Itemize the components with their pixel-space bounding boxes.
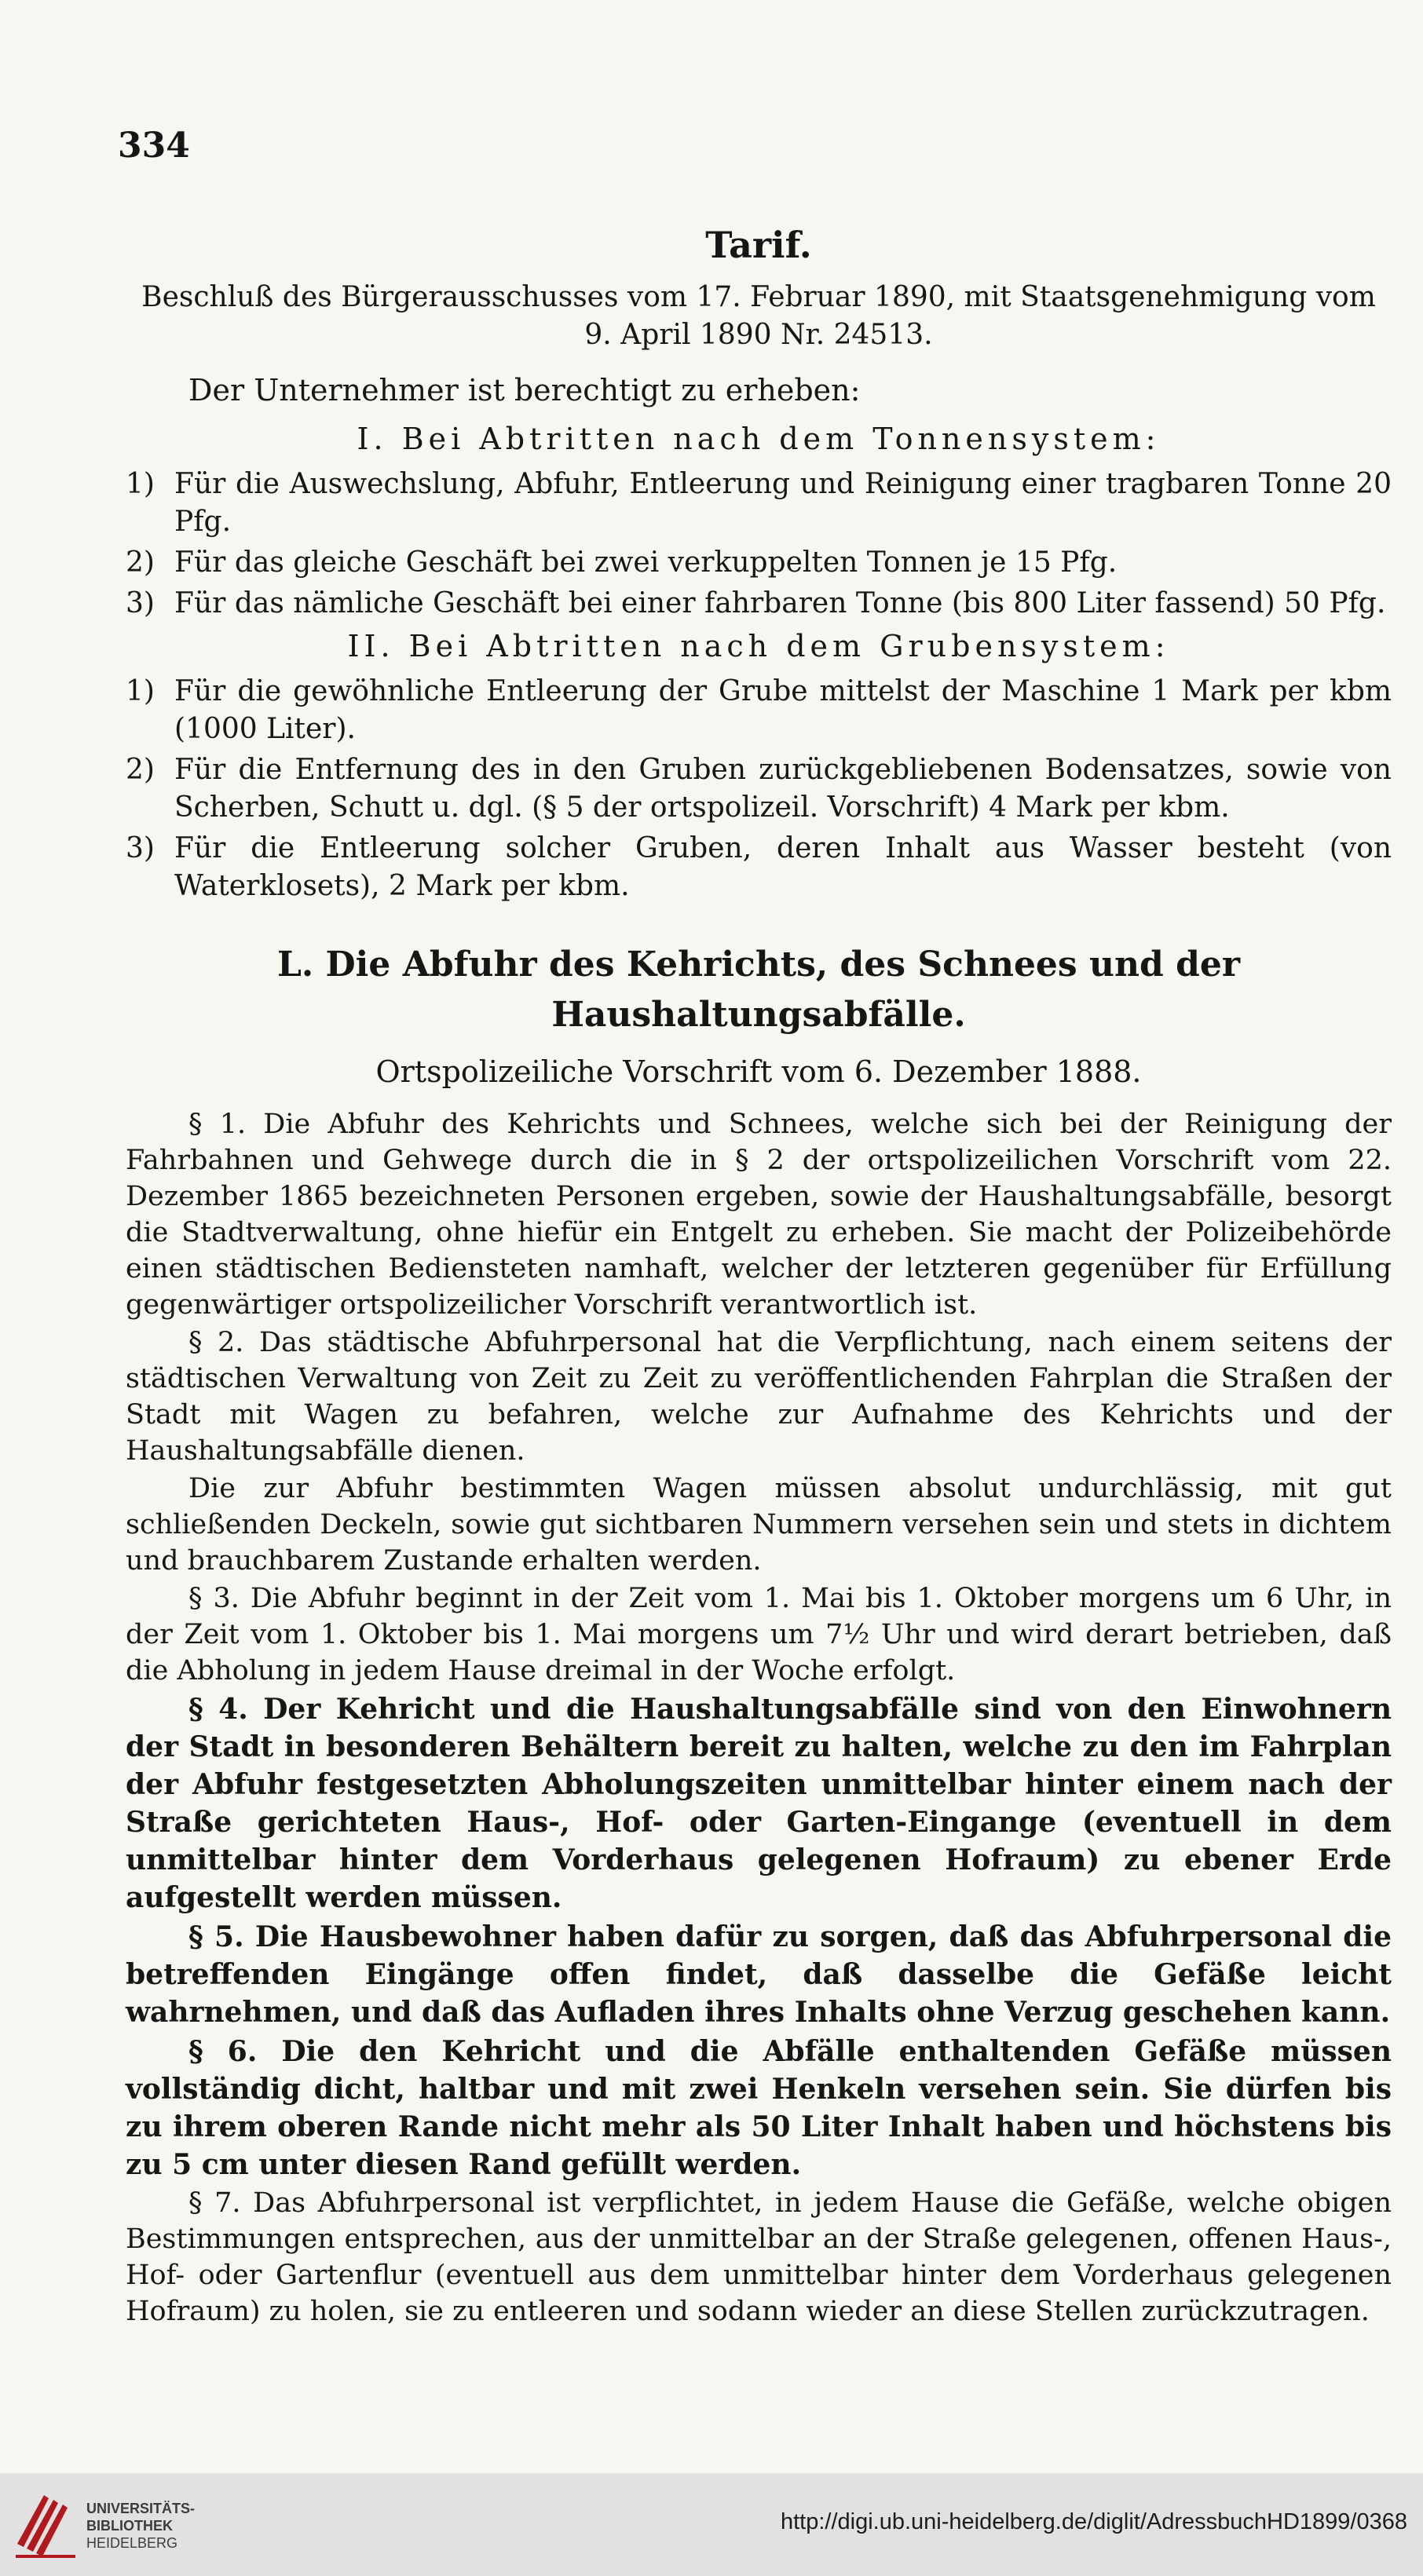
list-item: 1) Für die Auswechslung, Abfuhr, Entleerung und Reinigung einer tragbaren Tonne 20 Pfg. xyxy=(126,468,1392,538)
paragraph-2: § 2. Das städtische Abfuhrpersonal hat die Verpflichtung, nach einem seitens der städtischen Verwaltung von Zeit zu Zeit zu veröffentlichenden Fahrplan die Straßen der Stadt mit Wagen zu befahren, welche zur Aufnahme des Kehrichts und der Haushaltungsabfälle dienen. xyxy=(126,1327,1392,1467)
tarif-title: Tarif. xyxy=(705,224,812,266)
source-url-link[interactable]: http://digi.ub.uni-heidelberg.de/diglit/AdressbuchHD1899/0368 xyxy=(780,2509,1407,2534)
paragraph-4: § 4. Der Kehricht und die Haushaltungsabfälle sind von den Einwohnern der Stadt in besonderen Behältern bereit zu halten, welche zu den im Fahrplan der Abfuhr festgesetzten Abholungszeiten unmittelbar hinter einem nach der Straße gerichteten Haus-, Hof- oder Garten-Eingange (eventuell in dem unmittelbar hinter dem Vorderhaus gelegenen Hofraum) zu ebener Erde aufgestellt werden müssen. xyxy=(126,1693,1392,1914)
paragraph-6: § 6. Die den Kehricht und die Abfälle enthaltenden Gefäße müssen vollständig dicht, haltbar und mit zwei Henkeln versehen sein. Sie dürfen bis zu ihrem oberen Rande nicht mehr als 50 Liter Inhalt haben und höchstens bis zu 5 cm unter diesen Rand gefüllt werden. xyxy=(126,2035,1392,2181)
tarif-section-1-list xyxy=(126,466,1392,623)
paragraph-1: § 1. Die Abfuhr des Kehrichts und Schnees, welche sich bei der Reinigung der Fahrbahnen und Gehwege durch die in § 2 der ortspolizeilichen Vorschrift vom 22. Dezember 1865 bezeichneten Personen ergeben, sowie der Haushaltungsabfälle, besorgt die Stadtverwaltung, ohne hiefür ein Entgelt zu erheben. Sie macht der Polizeibehörde einen städtischen Bediensteten namhaft, welcher der letzteren gegenüber für Erfüllung gegenwärtiger ortspolizeilicher Vorschrift verantwortlich ist. xyxy=(126,1109,1392,1321)
library-logo-icon xyxy=(13,2489,79,2561)
tarif-intro: Der Unternehmer ist berechtigt zu erheben: xyxy=(188,373,861,407)
tarif-decree: Beschluß des Bürgerausschusses vom 17. Februar 1890, mit Staatsgenehmigung vom 9. April 1890 Nr. 24513. xyxy=(141,281,1376,351)
tarif-section-2-list xyxy=(126,673,1392,905)
list-item: 3) Für die Entleerung solcher Gruben, deren Inhalt aus Wasser besteht (von Waterklosets), 2 Mark per kbm. xyxy=(126,832,1392,902)
paragraph-2b: Die zur Abfuhr bestimmten Wagen müssen absolut undurchlässig, mit gut schließenden Deckeln, sowie gut sichtbaren Nummern versehen sein und stets in dichtem und brauchbarem Zustande erhalten werden. xyxy=(126,1473,1392,1577)
paragraph-7: § 7. Das Abfuhrpersonal ist verpflichtet, in jedem Hause die Gefäße, welche obigen Bestimmungen entsprechen, aus der unmittelbar an der Straße gelegenen, offenen Haus-, Hof- oder Gartenflur (eventuell aus dem unmittelbar hinter dem Vorderhaus gelegenen Hofraum) zu holen, sie zu entleeren und sodann wieder an diese Stellen zurückzutragen. xyxy=(126,2187,1392,2327)
page-number: 334 xyxy=(118,126,190,166)
chapter-title: L. Die Abfuhr des Kehrichts, des Schnees und der Haushaltungsabfälle. xyxy=(276,945,1241,1035)
paragraph-3: § 3. Die Abfuhr beginnt in der Zeit vom 1. Mai bis 1. Oktober morgens um 6 Uhr, in der Zeit vom 1. Oktober bis 1. Mai morgens um 7½ Uhr und wird derart betrieben, daß die Abholung in jedem Hause dreimal in der Woche erfolgt. xyxy=(126,1583,1392,1686)
list-item: 2) Für das gleiche Geschäft bei zwei verkuppelten Tonnen je 15 Pfg. xyxy=(126,546,1118,579)
list-item: 3) Für das nämliche Geschäft bei einer fahrbaren Tonne (bis 800 Liter fassend) 50 Pfg. xyxy=(126,587,1386,619)
list-item: 1) Für die gewöhnliche Entleerung der Grube mittelst der Maschine 1 Mark per kbm (1000 Liter). xyxy=(126,675,1392,745)
list-item: 2) Für die Entfernung des in den Gruben zurückgebliebenen Bodensatzes, sowie von Scherben, Schutt u. dgl. (§ 5 der ortspolizeil. Vorschrift) 4 Mark per kbm. xyxy=(126,754,1392,824)
library-name: UNIVERSITÄTS- BIBLIOTHEK HEIDELBERG xyxy=(86,2501,196,2551)
chapter-subtitle: Ortspolizeiliche Vorschrift vom 6. Dezember 1888. xyxy=(375,1054,1142,1089)
paragraph-5: § 5. Die Hausbewohner haben dafür zu sorgen, daß das Abfuhrpersonal die betreffenden Eingänge offen findet, daß dasselbe die Gefäße leicht wahrnehmen, und daß das Aufladen ihres Inhalts ohne Verzug geschehen kann. xyxy=(126,1920,1392,2029)
tarif-section-heading-1: I. Bei Abtritten nach dem Tonnensystem: xyxy=(357,422,1161,456)
page-content xyxy=(126,224,1392,2331)
tarif-section-heading-2: II. Bei Abtritten nach dem Grubensystem: xyxy=(347,629,1170,663)
footer-bar xyxy=(0,2473,1423,2576)
